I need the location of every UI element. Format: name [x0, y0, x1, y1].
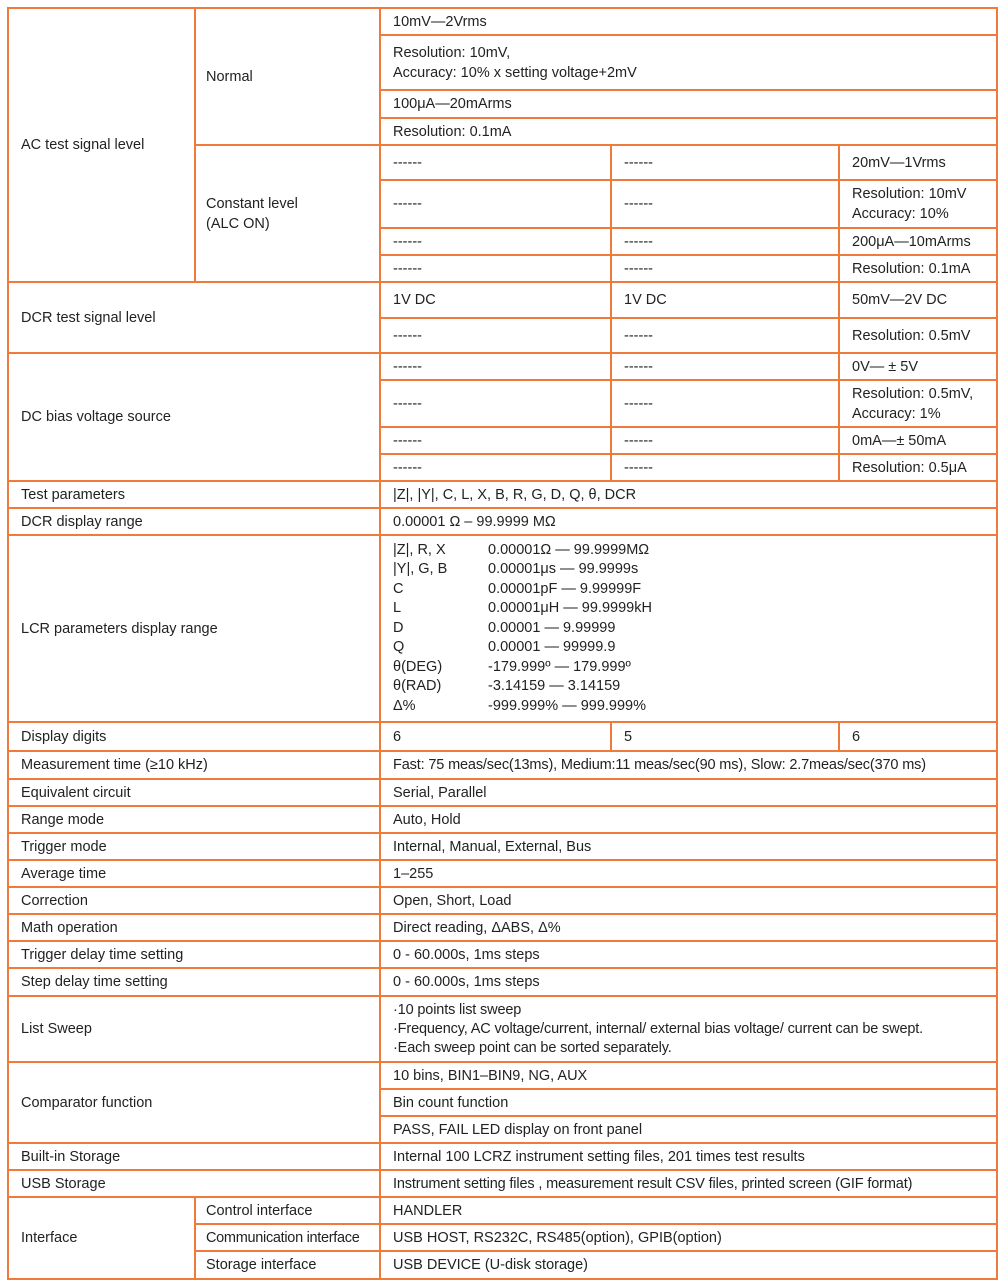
row-label: Comparator function — [8, 1062, 380, 1143]
row-value: Bin count function — [380, 1089, 997, 1116]
cell: Resolution: 0.1mA — [380, 118, 997, 145]
range: 0.00001μH — 99.9999kH — [488, 600, 652, 617]
row-label: List Sweep — [8, 996, 380, 1062]
row-label: Test parameters — [8, 481, 380, 508]
cell: 1V DC — [611, 282, 839, 318]
cell: ------ — [611, 427, 839, 454]
cell: 20mV—1Vrms — [839, 145, 997, 180]
cell: ------ — [611, 380, 839, 427]
row-value: Internal, Manual, External, Bus — [380, 833, 997, 860]
row-label: Step delay time setting — [8, 968, 380, 996]
cell: ------ — [380, 353, 611, 380]
row-label: Range mode — [8, 806, 380, 833]
cell: ------ — [380, 180, 611, 228]
constant-label — [195, 145, 380, 282]
row-value: USB HOST, RS232C, RS485(option), GPIB(option) — [380, 1224, 997, 1251]
param: Δ% — [393, 697, 416, 714]
cell: ------ — [380, 145, 611, 180]
param: θ(DEG) — [393, 658, 443, 675]
cell — [839, 380, 997, 427]
line: Accuracy: 1% — [852, 405, 941, 422]
line: Resolution: 10mV — [852, 186, 967, 202]
cell: 6 — [380, 722, 611, 751]
row-value: Auto, Hold — [380, 806, 997, 833]
range: -3.14159 — 3.14159 — [488, 678, 621, 695]
cell: ------ — [380, 380, 611, 427]
cell: ------ — [611, 145, 839, 180]
cell: Resolution: 0.5mV — [839, 318, 997, 353]
cell: 5 — [611, 722, 839, 751]
row-value: 0 - 60.000s, 1ms steps — [380, 941, 997, 968]
row-value: 0 - 60.000s, 1ms steps — [380, 968, 997, 996]
normal-label: Normal — [195, 8, 380, 145]
row-label: Trigger mode — [8, 833, 380, 860]
sub-label: Storage interface — [195, 1251, 380, 1279]
row-value: 0.00001 Ω – 99.9999 MΩ — [380, 508, 997, 535]
cell: ------ — [380, 228, 611, 255]
cell: ------ — [380, 454, 611, 481]
param: |Z|, R, X — [393, 541, 446, 558]
cell: 0mA—± 50mA — [839, 427, 997, 454]
row-value: Internal 100 LCRZ instrument setting files, 201 times test results — [380, 1143, 997, 1170]
lcr-ranges — [380, 535, 997, 722]
row-label: Display digits — [8, 722, 380, 751]
range: -999.999% — 999.999% — [488, 697, 646, 714]
param: Q — [393, 639, 405, 656]
cell: 100μA—20mArms — [380, 90, 997, 118]
row-value: HANDLER — [380, 1197, 997, 1224]
cell: 6 — [839, 722, 997, 751]
line: Accuracy: 10% x setting voltage+2mV — [393, 64, 637, 81]
param: D — [393, 619, 404, 636]
sub-label: Control interface — [195, 1197, 380, 1224]
param: C — [393, 580, 404, 597]
bias-label: DC bias voltage source — [8, 353, 380, 481]
line: ·10 points list sweep — [393, 1001, 522, 1018]
row-label: Average time — [8, 860, 380, 887]
row-value: 10 bins, BIN1–BIN9, NG, AUX — [380, 1062, 997, 1089]
range: 0.00001Ω — 99.9999MΩ — [488, 541, 650, 558]
cell: Resolution: 0.5μA — [839, 454, 997, 481]
cell: 0V— ± 5V — [839, 353, 997, 380]
row-value: USB DEVICE (U-disk storage) — [380, 1251, 997, 1279]
range: -179.999º — 179.999º — [488, 658, 631, 675]
sub-label: Communication interface — [195, 1224, 380, 1251]
row-value: Open, Short, Load — [380, 887, 997, 914]
ac-label: AC test signal level — [8, 8, 195, 282]
row-label: Trigger delay time setting — [8, 941, 380, 968]
range: 0.00001pF — 9.99999F — [488, 580, 642, 597]
cell: ------ — [380, 427, 611, 454]
range: 0.00001μs — 99.9999s — [488, 561, 639, 578]
cell: 200μA—10mArms — [839, 228, 997, 255]
cell: ------ — [611, 228, 839, 255]
dcr-label: DCR test signal level — [8, 282, 380, 353]
row-value: Fast: 75 meas/sec(13ms), Medium:11 meas/sec(90 ms), Slow: 2.7meas/sec(370 ms) — [380, 751, 997, 779]
param: L — [393, 600, 402, 617]
line: Constant level — [206, 195, 298, 212]
row-value — [380, 996, 997, 1062]
row-label: DCR display range — [8, 508, 380, 535]
cell: ------ — [611, 454, 839, 481]
cell — [839, 180, 997, 228]
cell: Resolution: 0.1mA — [839, 255, 997, 282]
row-label: Interface — [8, 1197, 195, 1279]
cell: 50mV—2V DC — [839, 282, 997, 318]
row-label: Equivalent circuit — [8, 779, 380, 806]
row-label: Built-in Storage — [8, 1143, 380, 1170]
row-value: Serial, Parallel — [380, 779, 997, 806]
line: ·Frequency, AC voltage/current, internal/ external bias voltage/ current can be swept. — [393, 1020, 924, 1037]
cell: 1V DC — [380, 282, 611, 318]
row-label: Measurement time (≥10 kHz) — [8, 751, 380, 779]
cell: ------ — [611, 353, 839, 380]
row-label: USB Storage — [8, 1170, 380, 1197]
row-value: 1–255 — [380, 860, 997, 887]
line: (ALC ON) — [206, 215, 270, 232]
range: 0.00001 — 99999.9 — [488, 639, 616, 656]
cell: ------ — [380, 318, 611, 353]
param: θ(RAD) — [393, 678, 442, 695]
line: Accuracy: 10% — [852, 206, 949, 222]
spec-table — [7, 7, 998, 1280]
cell: 10mV—2Vrms — [380, 8, 997, 35]
cell: ------ — [611, 180, 839, 228]
line: Resolution: 0.5mV, — [852, 385, 974, 402]
lcr-label: LCR parameters display range — [8, 535, 380, 722]
line: Resolution: 10mV, — [393, 44, 511, 61]
cell: ------ — [611, 318, 839, 353]
row-value: Instrument setting files , measurement result CSV files, printed screen (GIF format) — [380, 1170, 997, 1197]
row-label: Correction — [8, 887, 380, 914]
row-value: Direct reading, ΔABS, Δ% — [380, 914, 997, 941]
cell: ------ — [380, 255, 611, 282]
cell — [380, 35, 997, 90]
line: ·Each sweep point can be sorted separately. — [393, 1039, 672, 1056]
row-value: PASS, FAIL LED display on front panel — [380, 1116, 997, 1143]
row-value: |Z|, |Y|, C, L, X, B, R, G, D, Q, θ, DCR — [380, 481, 997, 508]
range: 0.00001 — 9.99999 — [488, 619, 616, 636]
param: |Y|, G, B — [393, 561, 448, 578]
row-label: Math operation — [8, 914, 380, 941]
cell: ------ — [611, 255, 839, 282]
